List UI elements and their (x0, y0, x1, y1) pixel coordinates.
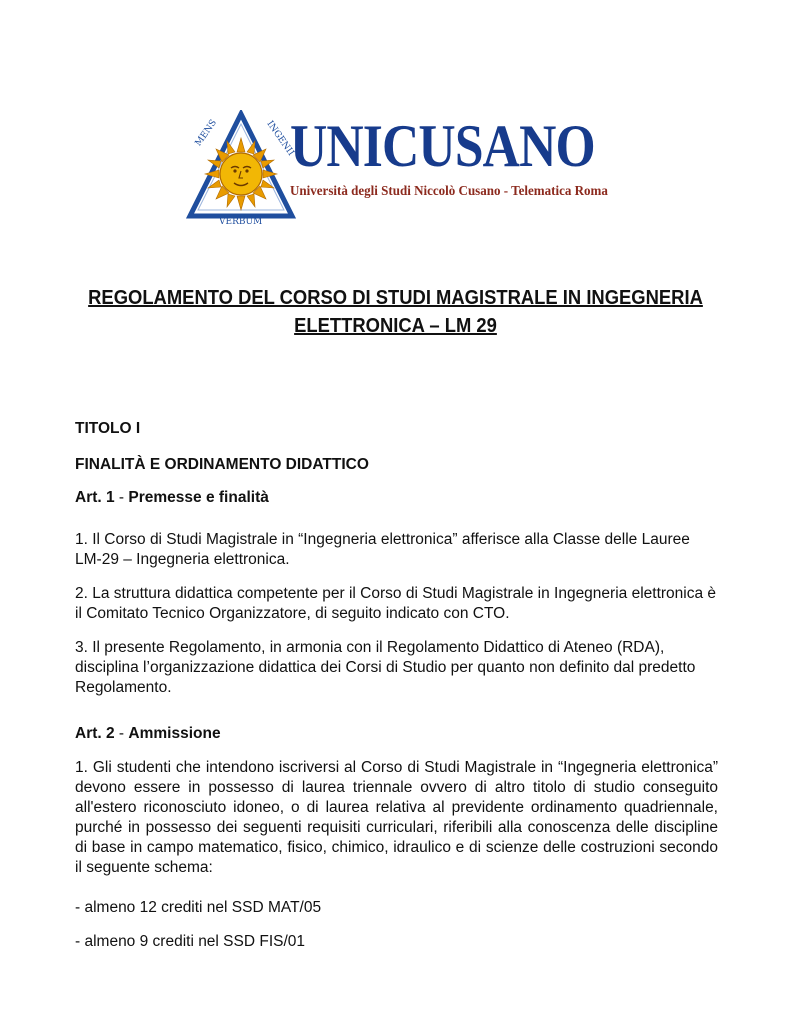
article-2-paragraph-1: 1. Gli studenti che intendono iscriversi al Corso di Studi Magistrale in “Ingegneria elettronica” devono essere in possesso di laurea triennale ovvero di altro titolo di studio conseguito all'estero riconosciuto idoneo, o di laurea relativa al previdente ordinamento quadriennale, purché in possesso dei seguenti requisiti curriculari, riferibili alla conoscenza delle discipline di base in campo matematico, fisico, chimico, idraulico e di scienze delle costruzioni secondo il seguente schema: (75, 759, 718, 876)
section-titolo: TITOLO I (75, 420, 141, 437)
document-title (68, 284, 722, 340)
article-1-heading (75, 488, 269, 508)
article-1-title: Premesse e finalità (128, 489, 269, 506)
logo-subtitle: Università degli Studi Niccolò Cusano - Telematica Roma (290, 184, 608, 199)
university-logo (186, 110, 606, 230)
article-2-number: Art. 2 (75, 725, 115, 742)
article-2-title: Ammissione (128, 725, 221, 742)
article-1-paragraph-3: 3. Il presente Regolamento, in armonia con il Regolamento Didattico di Ateneo (RDA), disciplina l’organizzazione didattica dei Corsi di Studio per quanto non definito dal predetto Regolamento. (75, 639, 696, 696)
requirement-item: - almeno 12 crediti nel SSD MAT/05 (75, 899, 322, 916)
article-2-heading (75, 724, 221, 744)
article-2-separator: - (114, 725, 129, 742)
section-finalita: FINALITÀ E ORDINAMENTO DIDATTICO (75, 456, 369, 473)
title-line-1: REGOLAMENTO DEL CORSO DI STUDI MAGISTRALE IN INGEGNERIA (88, 287, 703, 309)
requirement-item: - almeno 9 crediti nel SSD FIS/01 (75, 933, 306, 950)
emblem-motto-bottom: VERBUM (219, 217, 263, 225)
emblem-motto-top-right: INGENII (264, 119, 296, 158)
emblem-motto-top-left: MENS (193, 118, 219, 149)
article-1-separator: - (114, 489, 129, 506)
logo-wordmark: UNICUSANO (290, 113, 595, 179)
article-1-paragraph-1: 1. Il Corso di Studi Magistrale in “Ingegneria elettronica” afferisce alla Classe delle Lauree LM-29 – Ingegneria elettronica. (75, 531, 690, 568)
sun-emblem-icon (186, 110, 296, 225)
article-1-number: Art. 1 (75, 489, 115, 506)
article-1-paragraph-2: 2. La struttura didattica competente per il Corso di Studi Magistrale in Ingegneria elettronica è il Comitato Tecnico Organizzatore, di seguito indicato con CTO. (75, 585, 717, 622)
title-line-2: ELETTRONICA – LM 29 (294, 315, 497, 337)
